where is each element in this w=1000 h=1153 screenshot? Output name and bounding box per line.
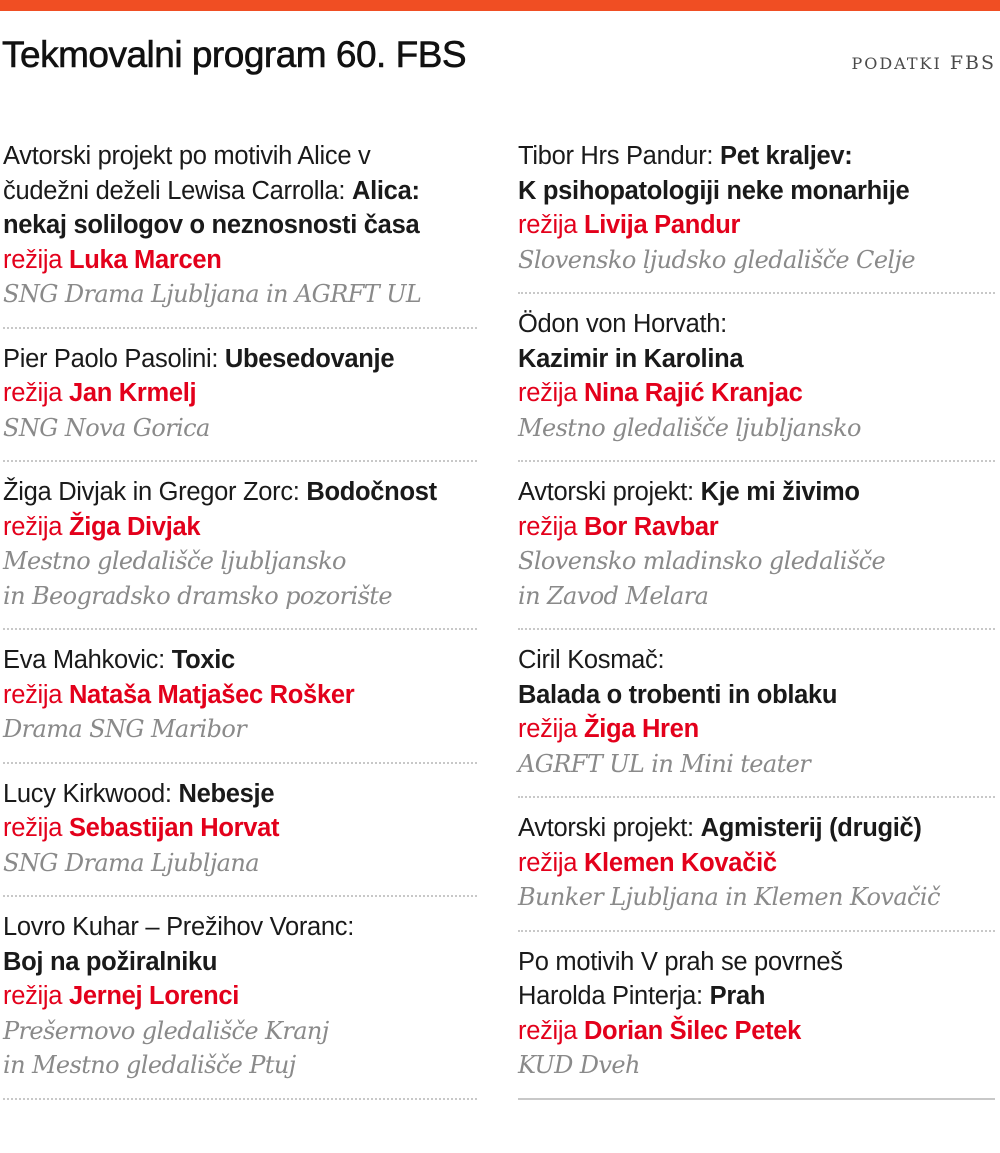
entry-title: Boj na požiralniku: [3, 947, 218, 976]
entry-author: Avtorski projekt:: [518, 478, 701, 506]
entry-director: Žiga Hren: [583, 715, 699, 743]
entry-title: Pet kraljev:: [719, 142, 853, 170]
entry-theatre: Drama SNG Maribor: [3, 715, 247, 743]
entry-author: Avtorski projekt po motivih Alice v: [3, 142, 371, 170]
entry-title: Nebesje: [178, 779, 275, 808]
entry-theatre: SNG Drama Ljubljana: [3, 848, 259, 877]
director-prefix: režija: [3, 245, 63, 274]
entry-title: Agmisterij (drugič): [700, 814, 922, 842]
entry-title: Toxic: [171, 646, 235, 674]
entry-director: Dorian Šilec Petek: [583, 1016, 802, 1045]
entry-director: Klemen Kovačič: [583, 848, 777, 877]
entry-title: Balada o trobenti in oblaku: [518, 680, 838, 709]
entry-director-line: [3, 376, 477, 411]
entry-author: Avtorski projekt:: [518, 814, 701, 842]
director-prefix: režija: [518, 715, 578, 743]
entry-director-line: [3, 678, 477, 713]
entry-author: Eva Mahkovic:: [3, 646, 172, 674]
director-prefix: režija: [3, 512, 63, 541]
entry-theatre: Mestno gledališče ljubljansko: [518, 413, 861, 442]
entry-director: Luka Marcen: [68, 245, 222, 274]
program-entry: [518, 307, 995, 462]
entry-theatre: Mestno gledališče ljubljansko: [3, 547, 346, 575]
program-entry: [3, 910, 477, 1100]
entry-title: Ubesedovanje: [224, 344, 395, 373]
entry-author: Pier Paolo Pasolini:: [3, 344, 225, 373]
entry-author: Ciril Kosmač:: [518, 646, 665, 674]
program-entry: [3, 777, 477, 898]
entry-director: Nina Rajić Kranjac: [583, 379, 803, 407]
entry-director-line: [518, 376, 995, 411]
entry-theatre: in Mestno gledališče Ptuj: [3, 1051, 296, 1079]
entry-director-line: [518, 510, 995, 545]
program-entry: [518, 139, 995, 294]
entry-author: Harolda Pinterja:: [518, 982, 710, 1010]
entry-theatre: Prešernovo gledališče Kranj: [3, 1016, 329, 1045]
entry-director: Žiga Divjak: [68, 512, 201, 541]
source-credit: [851, 52, 996, 74]
director-prefix: režija: [518, 1016, 578, 1045]
entry-director: Livija Pandur: [583, 211, 741, 239]
director-prefix: režija: [3, 982, 63, 1010]
entry-theatre: in Beogradsko dramsko pozorište: [3, 581, 392, 610]
program-entry: [3, 342, 477, 463]
entry-director: Jernej Lorenci: [68, 982, 240, 1010]
entry-author: čudežni deželi Lewisa Carrolla:: [3, 176, 352, 205]
entry-author: Žiga Divjak in Gregor Zorc:: [3, 478, 307, 506]
entry-title: Alica:: [352, 176, 420, 205]
director-prefix: režija: [518, 211, 578, 239]
entry-title: Kje mi živimo: [700, 478, 860, 506]
entry-title: K psihopatologiji neke monarhije: [518, 176, 910, 205]
entry-theatre: AGRFT UL in Mini teater: [518, 749, 811, 778]
entry-director-line: [3, 243, 477, 278]
entry-director: Bor Ravbar: [583, 512, 719, 541]
entry-title: Kazimir in Karolina: [518, 344, 744, 373]
entry-director: Sebastijan Horvat: [68, 814, 280, 842]
entry-director-line: [3, 979, 477, 1014]
source-prefix: PODATKI: [851, 54, 942, 73]
entry-theatre: in Zavod Melara: [518, 581, 709, 610]
entry-director-line: [3, 811, 477, 846]
director-prefix: režija: [518, 512, 578, 541]
program-entry: [518, 945, 995, 1100]
accent-top-bar: [0, 0, 1000, 11]
director-prefix: režija: [518, 379, 578, 407]
entry-author: Ödon von Horvath:: [518, 310, 727, 338]
entry-theatre: KUD Dveh: [518, 1051, 640, 1079]
program-entry: [518, 475, 995, 630]
entry-theatre: Slovensko ljudsko gledališče Celje: [518, 245, 915, 274]
program-column-right: [518, 139, 995, 1113]
program-column-left: [3, 139, 477, 1113]
page-title: Tekmovalni program 60. FBS: [2, 34, 467, 75]
entry-director-line: [518, 208, 995, 243]
entry-theatre: SNG Nova Gorica: [3, 413, 210, 442]
entry-author: Po motivih V prah se povrneš: [518, 947, 843, 976]
entry-theatre: Slovensko mladinsko gledališče: [518, 547, 886, 575]
director-prefix: režija: [3, 814, 63, 842]
director-prefix: režija: [3, 680, 63, 709]
entry-director-line: [518, 712, 995, 747]
entry-director: Jan Krmelj: [68, 379, 197, 407]
entry-author: Lucy Kirkwood:: [3, 779, 179, 808]
source-name: FBS: [949, 52, 996, 74]
director-prefix: režija: [518, 848, 578, 877]
program-entry: [3, 643, 477, 764]
entry-director-line: [518, 846, 995, 881]
entry-director-line: [3, 510, 477, 545]
program-entry: [518, 643, 995, 798]
entry-title: Prah: [709, 982, 766, 1010]
program-entry: [3, 139, 477, 329]
entry-title: Bodočnost: [306, 478, 437, 506]
entry-theatre: Bunker Ljubljana in Klemen Kovačič: [518, 883, 940, 911]
director-prefix: režija: [3, 379, 63, 407]
entry-author: Lovro Kuhar – Prežihov Voranc:: [3, 913, 355, 941]
entry-title: nekaj solilogov o neznosnosti časa: [3, 211, 420, 239]
entry-director-line: [518, 1014, 995, 1049]
entry-author: Tibor Hrs Pandur:: [518, 142, 720, 170]
program-entry: [3, 475, 477, 630]
entry-director: Nataša Matjašec Rošker: [68, 680, 355, 709]
entry-theatre: SNG Drama Ljubljana in AGRFT UL: [3, 280, 422, 308]
program-entry: [518, 811, 995, 932]
